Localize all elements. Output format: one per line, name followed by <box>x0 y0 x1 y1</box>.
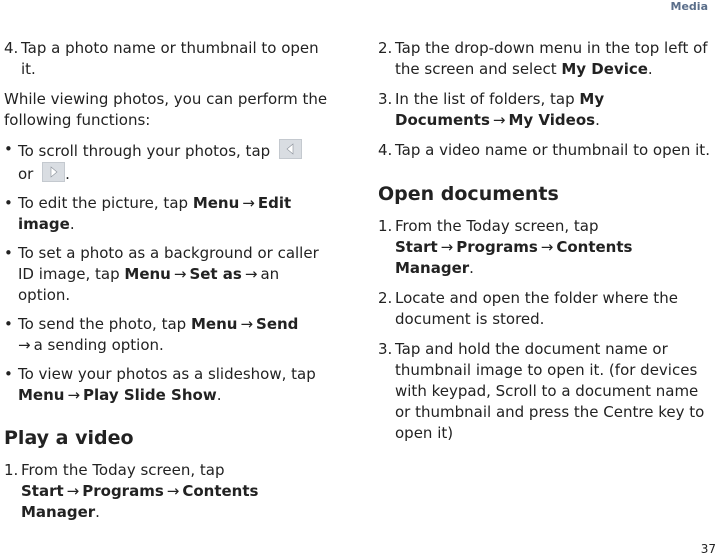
video-step-2 <box>378 38 714 80</box>
arrow-glyph: → <box>67 386 81 404</box>
bullet-text: To send the photo, tap <box>18 315 187 333</box>
bullet-text: a sending option. <box>33 336 164 354</box>
bullet-text: or <box>18 165 34 183</box>
start-keyword: Start <box>395 238 438 256</box>
page-header-section: Media <box>670 0 708 13</box>
step-number: 2. <box>378 39 393 57</box>
doc-step-1 <box>378 216 714 279</box>
step-text: From the Today screen, tap <box>395 217 599 235</box>
arrow-glyph: → <box>18 336 31 354</box>
arrow-glyph: → <box>66 482 80 500</box>
bullet-send <box>4 314 330 356</box>
right-arrow-icon <box>42 162 65 182</box>
bullet-edit <box>4 193 330 235</box>
bullet-text: To set a photo as a background or caller ID image, tap <box>18 244 319 283</box>
arrow-glyph: → <box>244 265 258 283</box>
step-number: 2. <box>378 289 393 307</box>
send-keyword: Send <box>256 315 299 333</box>
arrow-glyph: → <box>540 238 554 256</box>
bullet-dot: • <box>4 140 13 158</box>
bullet-dot: • <box>4 194 13 212</box>
step-number: 1. <box>378 217 393 235</box>
bullet-set-as <box>4 243 330 306</box>
edit-image-keyword: Edit image <box>18 194 292 233</box>
video-step-4 <box>378 140 714 161</box>
doc-step-2 <box>378 288 714 330</box>
right-column <box>378 38 714 453</box>
bullet-scroll <box>4 139 330 185</box>
programs-keyword: Programs <box>82 482 164 500</box>
my-videos-keyword: My Videos <box>508 111 596 129</box>
bullet-text: . <box>216 386 222 404</box>
step-text: Tap a video name or thumbnail to open it. <box>395 141 710 159</box>
step-number: 3. <box>378 340 393 358</box>
bullet-dot: • <box>4 315 13 333</box>
step-text: Tap the drop-down menu in the top left of the screen and select <box>395 39 708 78</box>
step-text: . <box>469 259 474 277</box>
contents-manager-keyword: Contents Manager <box>21 482 259 521</box>
step-text: . <box>595 111 600 129</box>
bullet-text: . <box>69 215 75 233</box>
bullet-dot: • <box>4 244 13 262</box>
menu-keyword: Menu <box>192 194 240 212</box>
menu-keyword: Menu <box>190 315 238 333</box>
left-arrow-icon <box>279 139 302 159</box>
bullet-dot: • <box>4 365 13 383</box>
video-step-3 <box>378 89 714 131</box>
contents-manager-keyword: Contents Manager <box>395 238 633 277</box>
bullet-text: an option. <box>18 265 280 304</box>
step-text: Tap a photo name or thumbnail to open it. <box>21 39 319 78</box>
my-documents-keyword: My Documents <box>395 90 605 129</box>
doc-step-3 <box>378 339 714 444</box>
step-text: In the list of folders, tap <box>395 90 575 108</box>
step-number: 1. <box>4 461 19 479</box>
step-number: 3. <box>378 90 393 108</box>
section-title-play-video: Play a video <box>4 427 134 449</box>
arrow-glyph: → <box>242 194 255 212</box>
step-text: Locate and open the folder where the document is stored. <box>395 289 678 328</box>
step-text: . <box>95 503 100 521</box>
programs-keyword: Programs <box>456 238 538 256</box>
step-number: 4. <box>4 39 19 57</box>
photo-step-4 <box>4 38 330 80</box>
section-title-open-documents: Open documents <box>378 183 559 205</box>
intro-paragraph: While viewing photos, you can perform the following functions: <box>4 90 328 129</box>
step-number: 4. <box>378 141 393 159</box>
set-as-keyword: Set as <box>189 265 242 283</box>
arrow-glyph: → <box>166 482 180 500</box>
bullet-text: . <box>65 165 70 183</box>
bullet-text: To view your photos as a slideshow, tap <box>18 365 316 383</box>
play-slide-show-keyword: Play Slide Show <box>83 386 217 404</box>
left-column <box>4 38 330 532</box>
bullet-slideshow <box>4 364 330 406</box>
bullet-text: To edit the picture, tap <box>18 194 189 212</box>
video-step-1 <box>4 460 330 523</box>
arrow-glyph: → <box>492 111 506 129</box>
step-text: . <box>647 60 653 78</box>
arrow-glyph: → <box>173 265 187 283</box>
menu-keyword: Menu <box>124 265 171 283</box>
arrow-glyph: → <box>440 238 454 256</box>
start-keyword: Start <box>21 482 64 500</box>
bullet-text: To scroll through your photos, tap <box>18 142 271 160</box>
menu-keyword: Menu <box>18 386 65 404</box>
step-text: From the Today screen, tap <box>21 461 225 479</box>
arrow-glyph: → <box>240 315 254 333</box>
page-number: 37 <box>700 542 716 556</box>
my-device-keyword: My Device <box>561 60 648 78</box>
step-text: Tap and hold the document name or thumbnail image to open it. (for devices with keypad, Scroll to a document name or thumbnail and press the Centre key to open it) <box>395 340 705 442</box>
